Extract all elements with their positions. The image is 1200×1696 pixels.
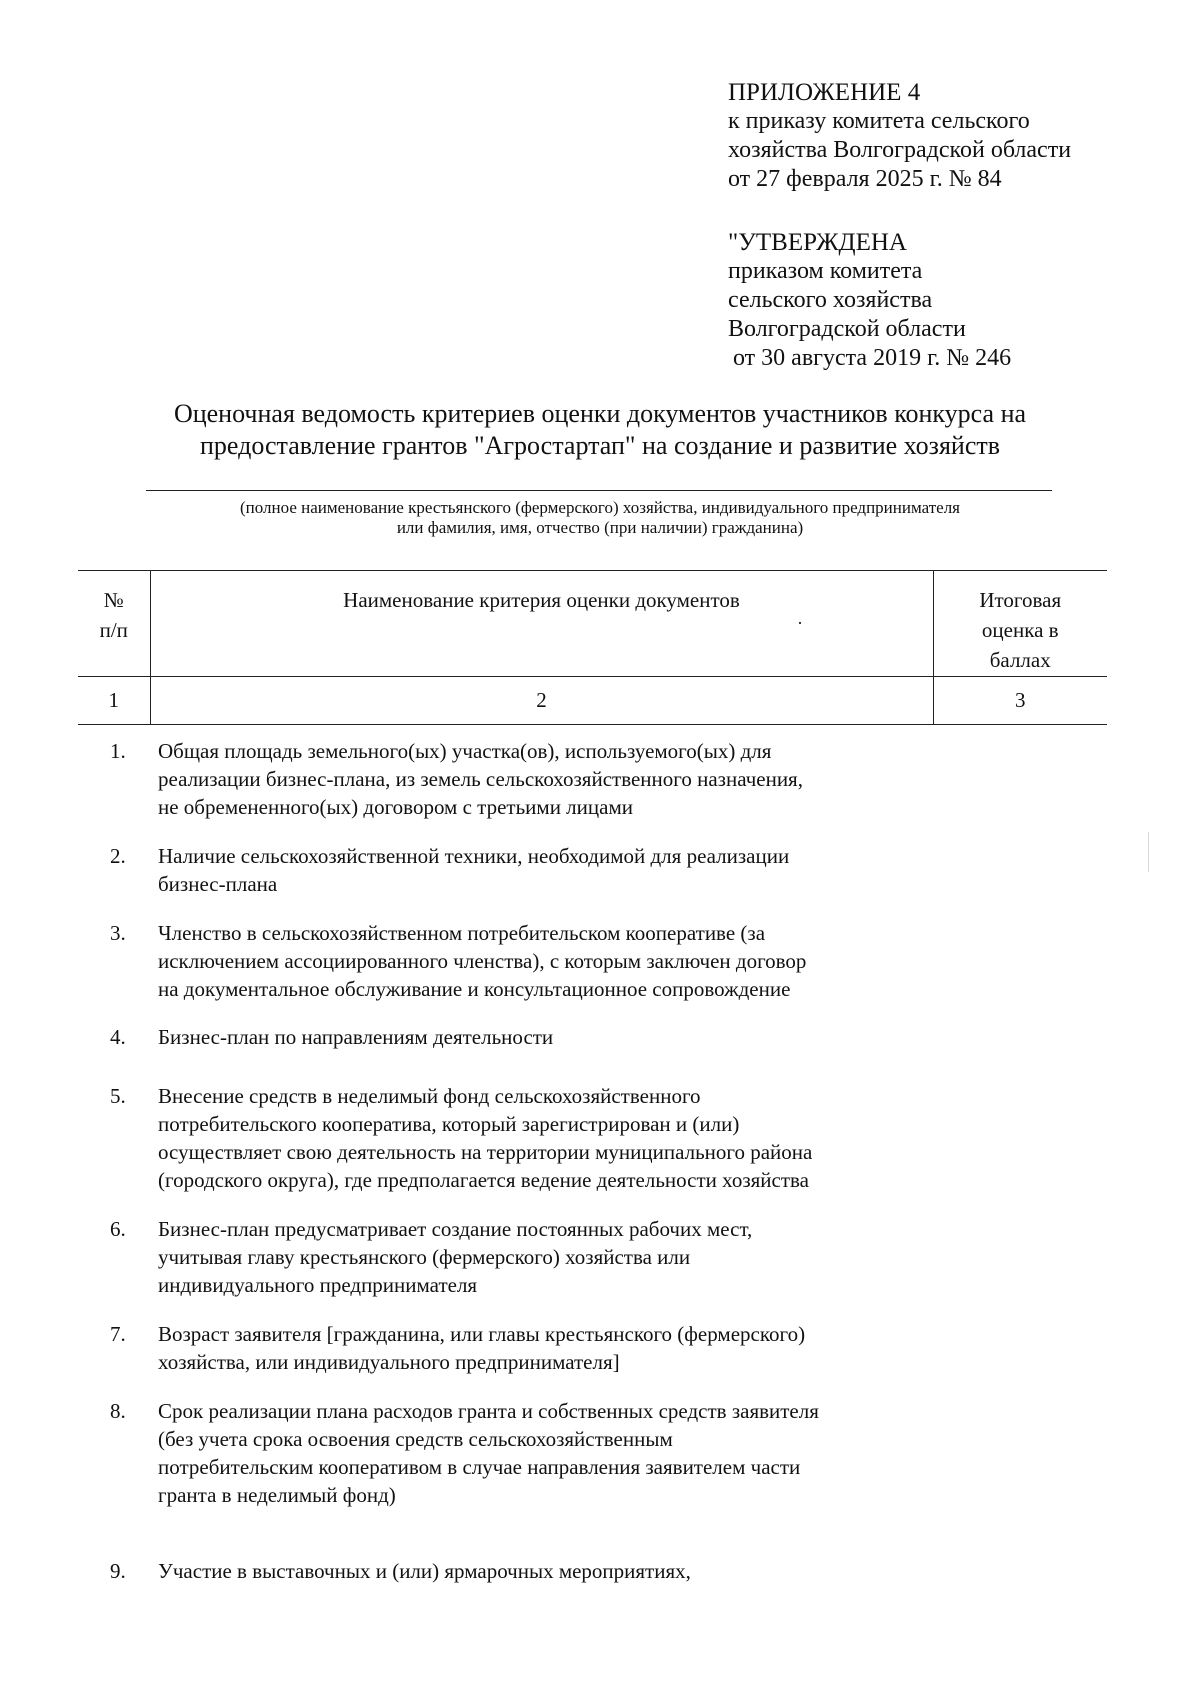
scan-speck: ·: [797, 613, 803, 633]
header-score-line: оценка в: [981, 618, 1059, 642]
item-text: Внесение средств в неделимый фонд сельскохозяйственного потребительского кооператива, который зарегистрирован и (или) осуществляет свою деятельность на территории муниципального района (городского округа), где предполагается ведение деятельности хозяйства: [158, 1084, 813, 1192]
item-text: Бизнес-план по направлениям деятельности: [158, 1025, 554, 1049]
item-number: 9.: [110, 1559, 126, 1583]
caption-line: или фамилия, имя, отчество (при наличии) гражданина): [396, 518, 804, 537]
annex-heading: ПРИЛОЖЕНИЕ 4: [728, 79, 921, 106]
approved-line: от 30 августа 2019 г. № 246: [733, 345, 1012, 371]
approved-line: сельского хозяйства: [728, 287, 933, 313]
item-number: 8.: [110, 1399, 126, 1423]
item-number: 2.: [110, 844, 126, 868]
item-number: 3.: [110, 921, 126, 945]
name-caption: [140, 498, 1060, 538]
column-number-cell: 3: [933, 677, 1107, 725]
header-number-line: №: [103, 588, 124, 612]
item-text: Возраст заявителя [гражданина, или главы крестьянского (фермерского) хозяйства, или индивидуального предпринимателя]: [158, 1322, 806, 1374]
annex-line: хозяйства Волгоградской области: [728, 137, 1072, 163]
annex-block: [728, 78, 1071, 194]
header-cell-criterion: [150, 571, 933, 677]
annex-line: от 27 февраля 2025 г. № 84: [728, 166, 1002, 192]
scan-margin-mark: [1148, 832, 1149, 872]
title-line: Оценочная ведомость критериев оценки документов участников конкурса на: [173, 399, 1027, 428]
item-text: Бизнес-план предусматривает создание постоянных рабочих мест, учитывая главу крестьянского (фермерского) хозяйства или индивидуального предпринимателя: [158, 1217, 753, 1297]
item-number: 5.: [110, 1084, 126, 1108]
item-number: 6.: [110, 1217, 126, 1241]
approved-block: [728, 228, 1011, 373]
header-number-line: п/п: [99, 618, 128, 642]
item-text: Членство в сельскохозяйственном потребительском кооперативе (за исключением ассоциированного членства), с которым заключен договор на документальное обслуживание и консультационное сопровождение: [158, 921, 807, 1001]
item-number: 4.: [110, 1025, 126, 1049]
table-header-row: [78, 571, 1107, 677]
approved-heading: "УТВЕРЖДЕНА: [728, 229, 907, 256]
title-line: предоставление грантов "Агростартап" на создание и развитие хозяйств: [200, 431, 1000, 460]
caption-line: (полное наименование крестьянского (фермерского) хозяйства, индивидуального предпринимателя: [240, 498, 960, 517]
header-cell-number: [78, 571, 150, 677]
header-score-line: Итоговая: [979, 588, 1062, 612]
approved-line: Волгоградской области: [728, 316, 966, 342]
item-text: Срок реализации плана расходов гранта и собственных средств заявителя (без учета срока освоения средств сельскохозяйственным потребительским кооперативом в случае направления заявителем части гранта в неделимый фонд): [158, 1399, 819, 1507]
header-criterion-text: Наименование критерия оценки документов: [343, 588, 740, 612]
item-text: Общая площадь земельного(ых) участка(ов), используемого(ых) для реализации бизнес-плана, из земель сельскохозяйственного назначения, не обремененного(ых) договором с третьими лицами: [158, 739, 803, 819]
item-text: Участие в выставочных и (или) ярмарочных мероприятиях,: [158, 1559, 691, 1583]
column-number-cell: 2: [150, 677, 933, 725]
header-score-line: баллах: [989, 648, 1051, 672]
item-number: 1.: [110, 739, 126, 763]
header-cell-score: [933, 571, 1107, 677]
item-text: Наличие сельскохозяйственной техники, необходимой для реализации бизнес-плана: [158, 844, 790, 896]
column-number-row: [78, 677, 1107, 725]
approved-line: приказом комитета: [728, 258, 923, 284]
item-number: 7.: [110, 1322, 126, 1346]
column-number-cell: 1: [78, 677, 150, 725]
annex-line: к приказу комитета сельского: [728, 108, 1030, 134]
name-fill-line: [146, 490, 1052, 491]
document-title: [80, 398, 1120, 462]
criteria-table-header: [78, 570, 1107, 725]
